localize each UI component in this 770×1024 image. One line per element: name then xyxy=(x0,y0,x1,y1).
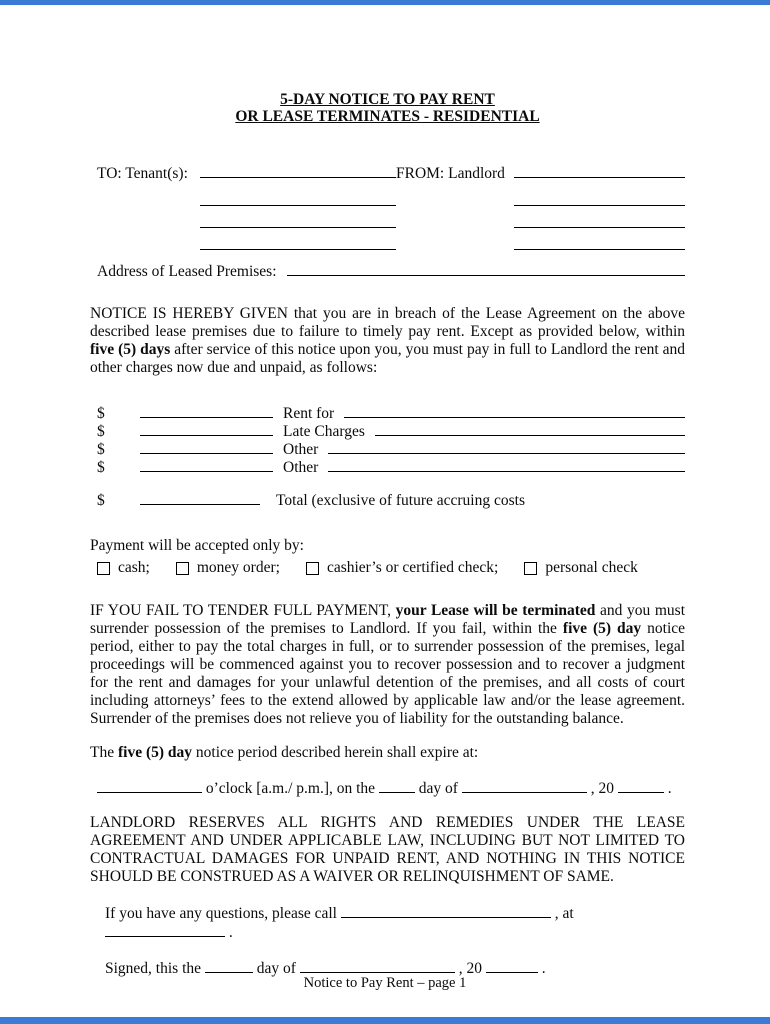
expire-sentence xyxy=(90,743,685,762)
description-line-2[interactable] xyxy=(375,425,685,436)
from-landlord-label: FROM: Landlord xyxy=(395,165,505,182)
document-title xyxy=(90,91,685,125)
questions-seg-2: , at xyxy=(554,905,574,922)
charge-label-other-2: Other xyxy=(283,459,319,476)
cash-checkbox[interactable] xyxy=(97,562,110,575)
charge-row-total xyxy=(97,492,685,510)
title-line-1: 5-DAY NOTICE TO PAY RENT xyxy=(280,91,495,108)
landlord-line-2[interactable] xyxy=(514,195,685,206)
payment-option-cash xyxy=(97,559,150,577)
comma-year-text: , 20 xyxy=(590,780,614,797)
to-tenant-label: TO: Tenant(s): xyxy=(97,165,188,182)
landlord-row-2 xyxy=(396,195,685,217)
fail-seg-1: IF YOU FAIL TO TENDER FULL PAYMENT, xyxy=(90,602,392,619)
expire-day-blank[interactable] xyxy=(379,782,415,793)
fail-seg-3: and you must surrender possession of the premises to Landlord. If you fail, within the xyxy=(90,602,686,637)
signed-day-blank[interactable] xyxy=(205,962,253,973)
questions-period: . xyxy=(228,924,233,941)
tenant-row-2 xyxy=(97,195,396,217)
tenant-line-3[interactable] xyxy=(200,217,396,228)
dollar-sign: $ xyxy=(97,441,105,458)
landlord-rights-paragraph: LANDLORD RESERVES ALL RIGHTS AND REMEDIES UNDER THE LEASE AGREEMENT AND UNDER APPLICABLE LAW, INCLUDING BUT NOT LIMITED TO CONTRACTUAL DAMAGES FOR UNPAID RENT, AND NOTHING IN THIS NOTICE SHOULD BE CONSTRUED AS A WAIVER OR RELINQUISHMENT OF SAME. xyxy=(90,814,685,885)
charge-row-rent xyxy=(97,405,685,423)
expire-month-blank[interactable] xyxy=(462,782,587,793)
notice-seg-3: after service of this notice upon you, you must pay in full to Landlord the rent and other charges now due and unpaid, as follows: xyxy=(90,341,685,376)
signed-month-blank[interactable] xyxy=(300,962,455,973)
parties-section xyxy=(90,165,685,261)
address-label: Address of Leased Premises: xyxy=(97,263,277,280)
cash-label: cash; xyxy=(118,559,150,576)
money-order-label: money order; xyxy=(196,559,280,576)
payment-intro: Payment will be accepted only by: xyxy=(90,537,304,554)
fail-seg-2-bold: your Lease will be terminated xyxy=(395,602,596,619)
expire-year-blank[interactable] xyxy=(618,782,664,793)
address-row xyxy=(90,263,685,283)
period-text: . xyxy=(667,780,672,797)
cashiers-check-checkbox[interactable] xyxy=(306,562,319,575)
payment-option-cashiers-check xyxy=(306,559,498,577)
money-order-checkbox[interactable] xyxy=(176,562,189,575)
title-line-2: OR LEASE TERMINATES - RESIDENTIAL xyxy=(235,108,540,125)
landlord-line-4[interactable] xyxy=(514,239,685,250)
description-line-4[interactable] xyxy=(328,461,685,472)
notice-paragraph xyxy=(90,305,685,377)
signed-period: . xyxy=(541,960,546,977)
page-footer: Notice to Pay Rent – page 1 xyxy=(303,975,467,991)
payment-option-money-order xyxy=(176,559,280,577)
description-line-1[interactable] xyxy=(344,407,685,418)
questions-line xyxy=(90,904,685,942)
payment-options-row xyxy=(90,558,685,578)
signed-seg-3: , 20 xyxy=(458,960,482,977)
landlord-column xyxy=(396,165,685,261)
phone-blank[interactable] xyxy=(341,907,551,918)
landlord-row-3 xyxy=(396,217,685,239)
tenant-row-1 xyxy=(97,165,396,187)
document-content xyxy=(0,5,770,978)
dollar-sign: $ xyxy=(97,459,105,476)
payment-option-personal-check xyxy=(524,559,638,577)
expire-time-blank[interactable] xyxy=(97,782,202,793)
charge-label-rent: Rent for xyxy=(283,405,335,422)
amount-line-total[interactable] xyxy=(140,494,260,505)
amount-line-3[interactable] xyxy=(140,443,273,454)
charge-row-late xyxy=(97,423,685,441)
dollar-sign: $ xyxy=(97,492,105,509)
description-line-3[interactable] xyxy=(328,443,685,454)
notice-seg-2-bold: five (5) days xyxy=(90,341,171,358)
expire-seg-2-bold: five (5) day xyxy=(117,744,193,761)
oclock-text: o’clock [a.m./ p.m.], on the xyxy=(205,780,376,797)
landlord-row-4 xyxy=(396,239,685,261)
signed-seg-2: day of xyxy=(256,960,296,977)
cashiers-check-label: cashier’s or certified check; xyxy=(326,559,499,576)
dollar-sign: $ xyxy=(97,405,105,422)
charge-row-other-1 xyxy=(97,441,685,459)
address-line[interactable] xyxy=(287,265,686,276)
amount-line-2[interactable] xyxy=(140,425,273,436)
tenant-line-2[interactable] xyxy=(200,195,396,206)
tenant-column xyxy=(97,165,396,261)
fail-seg-4-bold: five (5) day xyxy=(562,620,642,637)
landlord-line-3[interactable] xyxy=(514,217,685,228)
expire-seg-1: The xyxy=(90,744,115,761)
expire-time-line xyxy=(90,779,685,798)
signed-year-blank[interactable] xyxy=(486,962,538,973)
tenant-line-4[interactable] xyxy=(200,239,396,250)
questions-seg-1: If you have any questions, please call xyxy=(105,905,337,922)
total-label: Total (exclusive of future accruing costs xyxy=(276,492,525,509)
signed-seg-1: Signed, this the xyxy=(105,960,202,977)
tenant-row-3 xyxy=(97,217,396,239)
charges-section xyxy=(90,405,685,510)
tenant-line-1[interactable] xyxy=(200,167,396,178)
tenant-row-4 xyxy=(97,239,396,261)
charge-row-other-2 xyxy=(97,459,685,477)
personal-check-checkbox[interactable] xyxy=(524,562,537,575)
personal-check-label: personal check xyxy=(545,559,638,576)
expire-seg-3: notice period described herein shall expire at: xyxy=(195,744,479,761)
charge-label-late: Late Charges xyxy=(283,423,365,440)
amount-line-4[interactable] xyxy=(140,461,273,472)
fail-seg-5: notice period, either to pay the total charges in full, or to surrender possession of the premises, legal proceedings will be commenced against you to recover possession and to recover a judgment for the rent and damages for your unlawful detention of the premises, and all costs of court including attorneys’ fees to the extend allowed by applicable law and/or the lease agreement. Surrender of the premises does not relieve you of liability for the outstanding balance. xyxy=(90,620,686,727)
phone-at-blank[interactable] xyxy=(105,926,225,937)
day-of-text: day of xyxy=(418,780,458,797)
notice-seg-1: NOTICE IS HEREBY GIVEN that you are in breach of the Lease Agreement on the above described lease premises due to failure to timely pay rent. Except as provided below, within xyxy=(90,305,685,340)
landlord-line-1[interactable] xyxy=(514,167,685,178)
charge-label-other-1: Other xyxy=(283,441,319,458)
fail-paragraph xyxy=(90,602,685,728)
amount-line-1[interactable] xyxy=(140,407,273,418)
dollar-sign: $ xyxy=(97,423,105,440)
bottom-edge-bar xyxy=(0,1017,770,1024)
landlord-row-1 xyxy=(396,165,685,187)
